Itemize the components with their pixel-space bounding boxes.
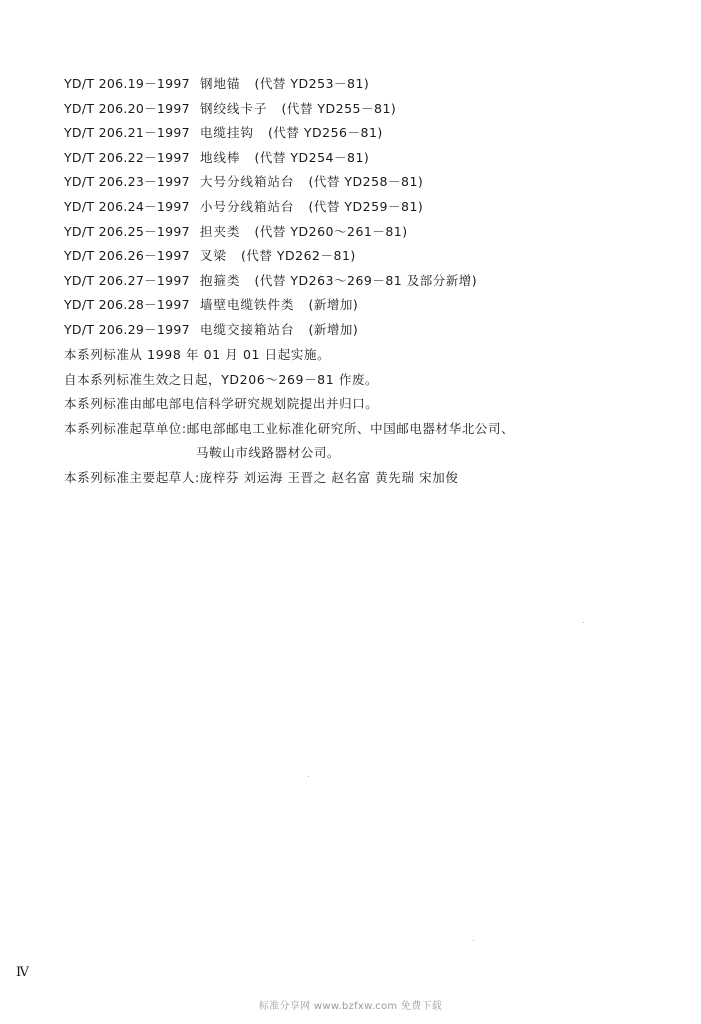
standard-name: 大号分线箱站台 (200, 174, 295, 190)
standard-code: YD/T 206.23－1997 (64, 174, 190, 190)
standard-row (64, 295, 477, 320)
standard-note: (代替 YD263～269－81 及部分新增) (254, 272, 478, 288)
standard-note: (新增加) (308, 297, 359, 313)
scan-speck (308, 776, 309, 777)
standard-name: 担夹类 (200, 223, 241, 239)
standard-code: YD/T 206.28－1997 (64, 297, 190, 313)
standard-row (64, 172, 477, 197)
standard-name: 钢地锚 (200, 76, 241, 91)
effective-date-paragraph: 本系列标准从 1998 年 01 月 01 日起实施。 (64, 347, 331, 362)
drafting-units-continuation: 马鞍山市线路器材公司。 (196, 445, 341, 461)
standard-name: 叉梁 (200, 248, 228, 264)
standard-note: (代替 YD260～261－81) (254, 223, 408, 239)
standard-row (64, 320, 477, 345)
watermark: 标准分享网 www.bzfxw.com 免费下载 (258, 1001, 443, 1012)
drafters-paragraph: 本系列标准主要起草人:庞梓芬 刘运海 王晋之 赵名富 黄先瑞 宋加俊 (64, 469, 459, 485)
standard-code: YD/T 206.20－1997 (64, 100, 190, 116)
standard-name: 钢绞线卡子 (200, 100, 268, 116)
standard-note: (代替 YD255－81) (281, 100, 397, 116)
standard-code: YD/T 206.19－1997 (64, 76, 190, 91)
standard-code: YD/T 206.27－1997 (64, 272, 190, 288)
standard-name: 电缆交接箱站台 (200, 321, 295, 337)
standard-row (64, 123, 477, 148)
standard-row (64, 99, 477, 124)
proposer-paragraph: 本系列标准由邮电部电信科学研究规划院提出并归口。 (64, 396, 379, 412)
standard-code: YD/T 206.22－1997 (64, 149, 190, 165)
standard-row (64, 246, 477, 271)
standard-row (64, 222, 477, 247)
standard-row (64, 271, 477, 296)
standard-name: 地线棒 (200, 149, 241, 165)
standard-row (64, 197, 477, 222)
standard-name: 抱箍类 (200, 272, 241, 288)
standard-note: (代替 YD256－81) (268, 125, 383, 141)
standard-code: YD/T 206.21－1997 (64, 125, 190, 141)
standard-row (64, 148, 477, 173)
standard-name: 电缆挂钩 (200, 125, 255, 141)
standard-note: (代替 YD253－81) (254, 76, 370, 91)
standard-note: (代替 YD254－81) (254, 149, 370, 165)
page-number: Ⅳ (16, 965, 29, 980)
scan-speck (583, 622, 584, 623)
standard-note: (代替 YD258－81) (308, 174, 424, 190)
standard-code: YD/T 206.24－1997 (64, 198, 190, 214)
standard-code: YD/T 206.29－1997 (64, 321, 190, 337)
standard-code: YD/T 206.26－1997 (64, 248, 190, 264)
standard-note: (代替 YD259－81) (308, 198, 424, 214)
drafting-units-paragraph: 本系列标准起草单位:邮电部邮电工业标准化研究所、中国邮电器材华北公司、 (64, 420, 515, 436)
standard-name: 墙壁电缆铁件类 (200, 297, 295, 313)
notes-section (64, 345, 514, 493)
standard-code: YD/T 206.25－1997 (64, 223, 190, 239)
abolish-paragraph: 自本系列标准生效之日起，YD206～269－81 作废。 (64, 371, 379, 387)
standard-row (64, 74, 477, 99)
standard-note: (新增加) (308, 321, 359, 337)
standards-list (64, 74, 477, 345)
scan-speck (473, 940, 474, 941)
standard-note: (代替 YD262－81) (241, 248, 356, 264)
standard-name: 小号分线箱站台 (200, 198, 295, 214)
